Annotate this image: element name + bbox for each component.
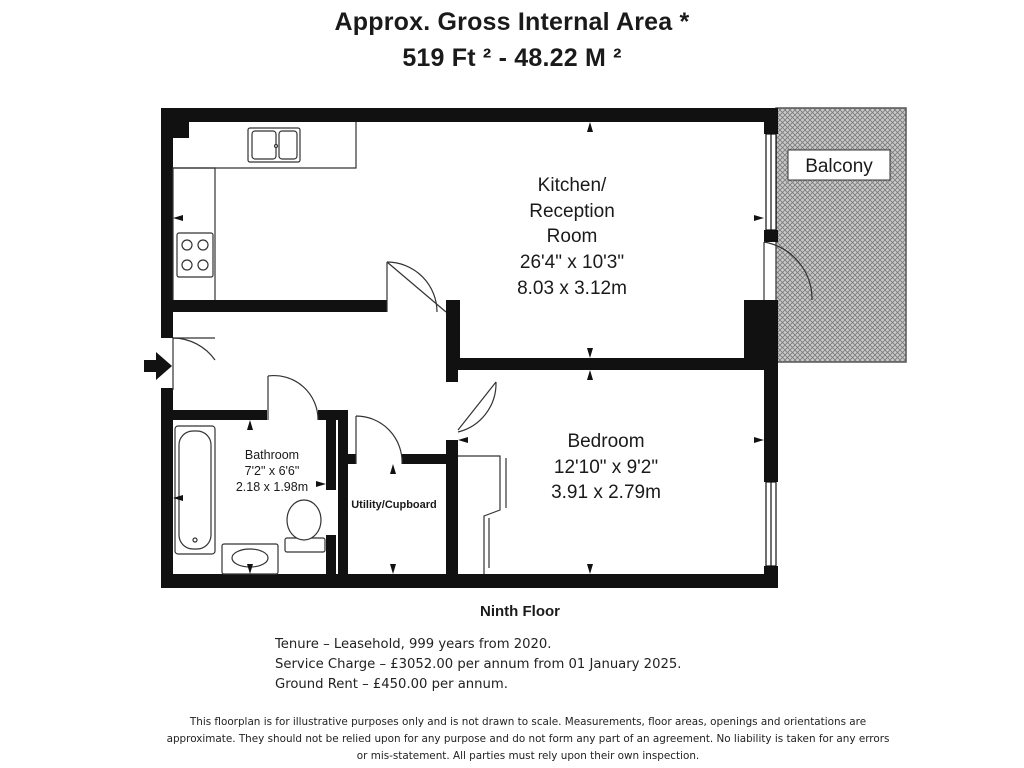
tenure-info: Tenure – Leasehold, 999 years from 2020.: [275, 637, 552, 652]
kitchen-reception-room: [517, 175, 627, 299]
measurement-markers: [173, 122, 764, 574]
disclaimer-line-2: approximate. They should not be relied upon for any purpose and do not form any part of an agreement. No liability is taken for any errors: [166, 733, 890, 745]
kitchen-name-line2: Reception: [529, 201, 615, 222]
bathroom-name: Bathroom: [244, 448, 300, 462]
floorplan-title: Approx. Gross Internal Area *: [334, 8, 690, 36]
hob-icon: [177, 233, 213, 277]
floor-label: Ninth Floor: [480, 603, 560, 620]
kitchen-metric: 8.03 x 3.12m: [517, 278, 627, 299]
bathroom: [236, 448, 308, 494]
bedroom-metric: 3.91 x 2.79m: [551, 482, 661, 503]
kitchen-name-line1: Kitchen/: [537, 175, 607, 196]
sink-icon: [248, 128, 300, 162]
disclaimer-line-1: This floorplan is for illustrative purposes only and is not drawn to scale. Measurements, floor areas, openings and orientations are: [189, 716, 867, 728]
bedroom-name: Bedroom: [567, 431, 645, 452]
wardrobe-doors: [458, 456, 506, 574]
bathroom-metric: 2.18 x 1.98m: [235, 480, 309, 494]
bedroom: [551, 431, 661, 503]
bathroom-imperial: 7'2" x 6'6": [244, 464, 300, 478]
bedroom-imperial: 12'10" x 9'2": [553, 457, 659, 478]
bathtub-icon: [175, 426, 215, 554]
outer-walls: [161, 108, 778, 588]
doors: [173, 242, 812, 464]
entrance-arrow-icon: [144, 352, 172, 380]
service-charge-info: Service Charge – £3052.00 per annum from 01 January 2025.: [275, 657, 682, 672]
kitchen-imperial: 26'4" x 10'3": [519, 252, 625, 273]
balcony-label: Balcony: [805, 156, 873, 177]
floorplan-area: 519 Ft ² - 48.22 M ²: [402, 44, 622, 72]
utility-cupboard-label: Utility/Cupboard: [351, 499, 437, 511]
ground-rent-info: Ground Rent – £450.00 per annum.: [275, 677, 508, 692]
toilet-icon: [285, 500, 325, 552]
disclaimer-line-3: or mis-statement. All parties must rely upon their own inspection.: [356, 750, 700, 762]
balcony: [776, 108, 906, 362]
kitchen-name-line3: Room: [546, 226, 598, 247]
